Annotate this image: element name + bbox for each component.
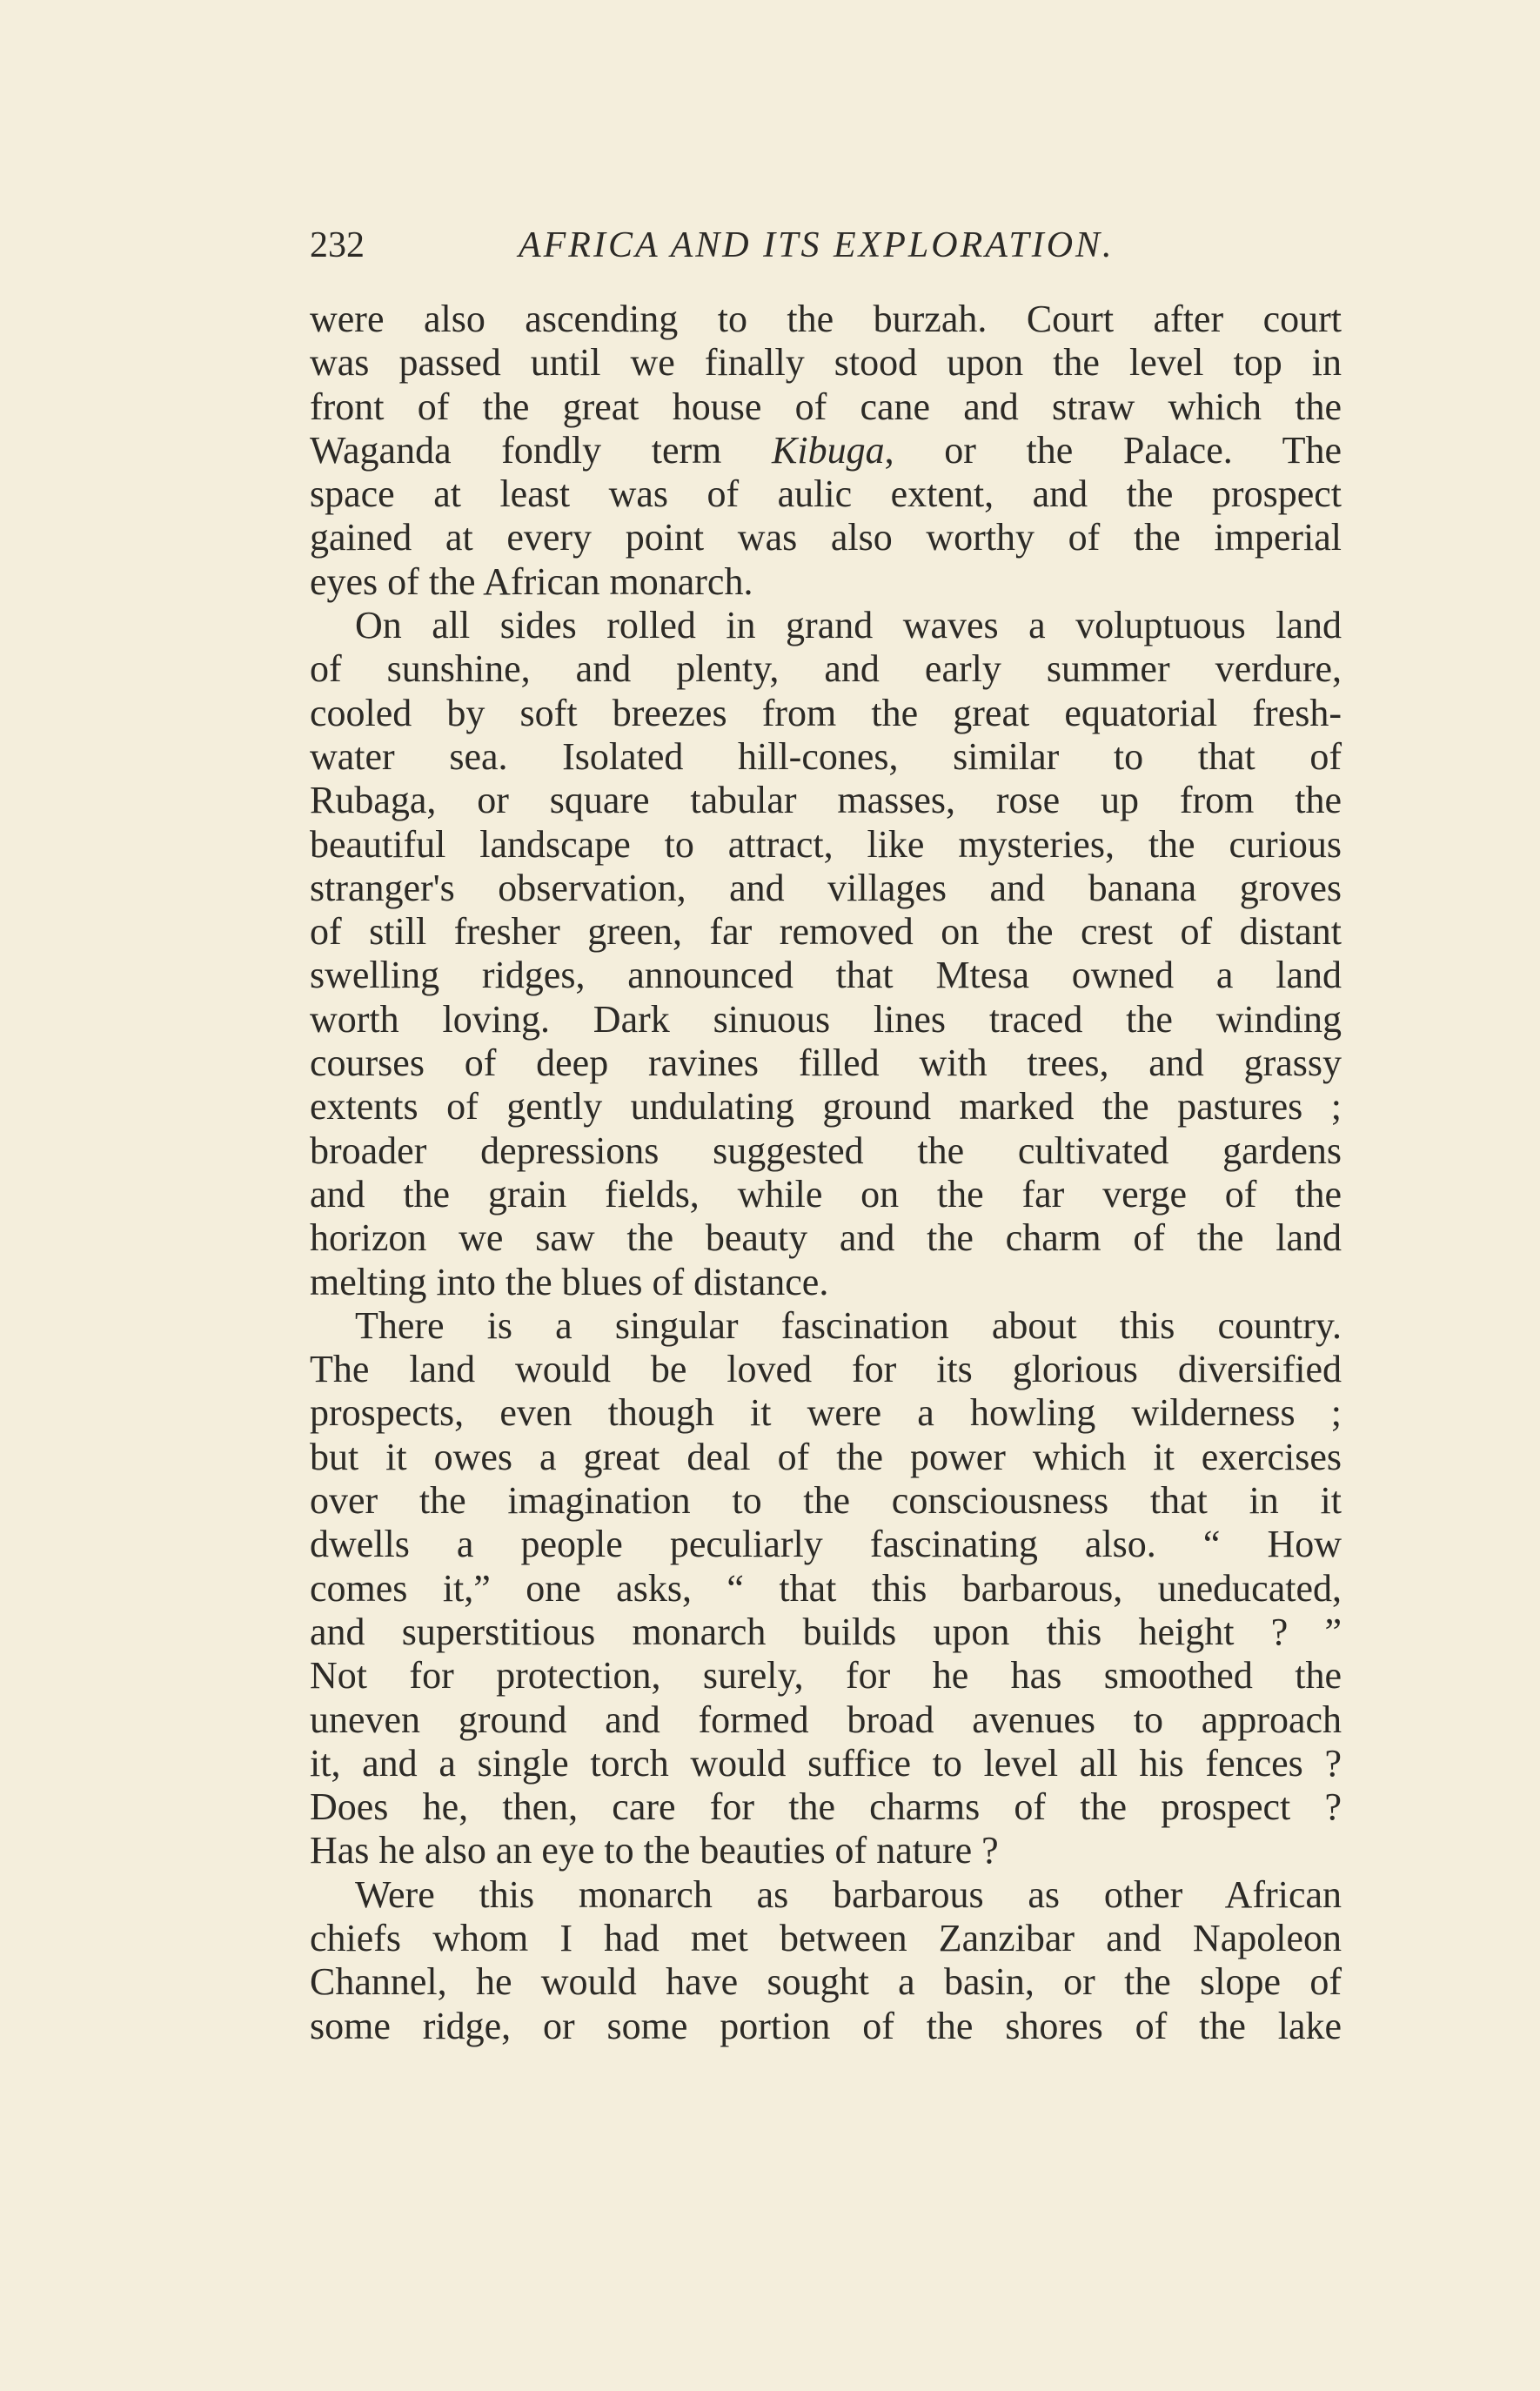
paragraph xyxy=(310,1873,1342,2048)
text-line: Not for protection, surely, for he has smoothed the xyxy=(310,1654,1342,1698)
text-line: of still fresher green, far removed on the crest of distant xyxy=(310,910,1342,954)
text-line: prospects, even though it were a howling wilderness ; xyxy=(310,1391,1342,1435)
text-line: over the imagination to the consciousness that in it xyxy=(310,1479,1342,1523)
paragraph xyxy=(310,298,1342,604)
text-line: Waganda fondly term Kibuga, or the Palace. The xyxy=(310,428,1342,472)
text-line: broader depressions suggested the cultivated gardens xyxy=(310,1129,1342,1172)
text-line: it, and a single torch would suffice to level all his fences ? xyxy=(310,1741,1342,1785)
text-line: extents of gently undulating ground marked the pastures ; xyxy=(310,1085,1342,1129)
text-line: chiefs whom I had met between Zanzibar and Napoleon xyxy=(310,1916,1342,1959)
text-line: but it owes a great deal of the power which it exercises xyxy=(310,1435,1342,1478)
text-line: front of the great house of cane and straw which the xyxy=(310,385,1342,428)
italic-term: Kibuga xyxy=(772,428,885,472)
text-line: were also ascending to the burzah. Court after court xyxy=(310,298,1342,340)
text-line: Were this monarch as barbarous as other African xyxy=(355,1872,1342,1916)
body-text xyxy=(310,298,1342,2048)
text-line: courses of deep ravines filled with trees, and grassy xyxy=(310,1041,1342,1085)
text-line: space at least was of aulic extent, and the prospect xyxy=(310,472,1342,516)
text-line: eyes of the African monarch. xyxy=(310,559,753,603)
text-line: was passed until we finally stood upon the level top in xyxy=(310,341,1342,385)
text-line: beautiful landscape to attract, like mysteries, the curious xyxy=(310,822,1342,866)
text-line: and superstitious monarch builds upon this height ? ” xyxy=(310,1610,1342,1653)
text-line: cooled by soft breezes from the great equatorial fresh- xyxy=(310,691,1342,734)
paragraph xyxy=(310,1304,1342,1873)
text-line: some ridge, or some portion of the shores of the lake xyxy=(310,2004,1342,2047)
text-line: Rubaga, or square tabular masses, rose up from the xyxy=(310,779,1342,822)
text-line: melting into the blues of distance. xyxy=(310,1260,829,1303)
paragraph xyxy=(310,604,1342,1304)
text-line: Channel, he would have sought a basin, or the slope of xyxy=(310,1960,1342,2004)
text-line: Does he, then, care for the charms of the prospect ? xyxy=(310,1785,1342,1829)
text-line: gained at every point was also worthy of the imperial xyxy=(310,516,1342,559)
text-line: dwells a people peculiarly fascinating also. “ How xyxy=(310,1523,1342,1566)
text-line: On all sides rolled in grand waves a voluptuous land xyxy=(355,604,1342,647)
text-line: Has he also an eye to the beauties of nature ? xyxy=(310,1829,999,1872)
text-line: comes it,” one asks, “ that this barbarous, uneducated, xyxy=(310,1566,1342,1610)
text-line: There is a singular fascination about this country. xyxy=(355,1303,1342,1347)
page-number: 232 xyxy=(310,225,365,265)
text-line: and the grain fields, while on the far verge of the xyxy=(310,1172,1342,1216)
text-line: stranger's observation, and villages and banana groves xyxy=(310,866,1342,909)
running-title: AFRICA AND ITS EXPLORATION. xyxy=(519,225,1115,265)
text-line: horizon we saw the beauty and the charm of the land xyxy=(310,1216,1342,1260)
text-line: worth loving. Dark sinuous lines traced the winding xyxy=(310,997,1342,1041)
text-line: water sea. Isolated hill-cones, similar to that of xyxy=(310,734,1342,778)
text-line: uneven ground and formed broad avenues to approach xyxy=(310,1698,1342,1741)
text-line: The land would be loved for its glorious diversified xyxy=(310,1348,1342,1391)
running-head xyxy=(310,219,1342,271)
text-line: of sunshine, and plenty, and early summer verdure, xyxy=(310,647,1342,691)
text-line: swelling ridges, announced that Mtesa owned a land xyxy=(310,954,1342,997)
